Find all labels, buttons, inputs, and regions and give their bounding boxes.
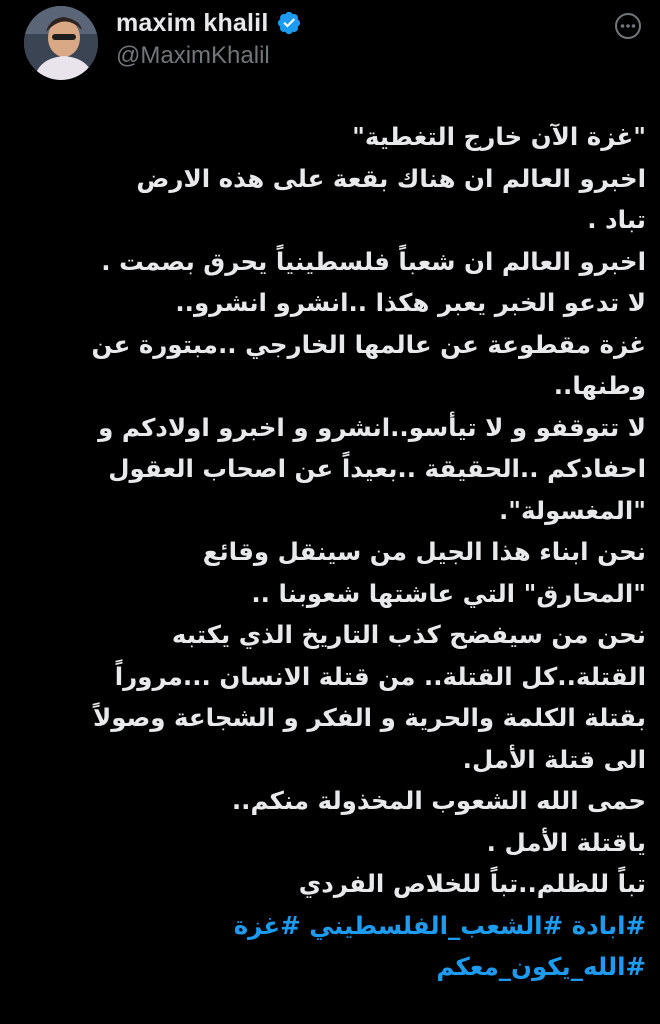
tweet-line: تباد . [587, 205, 646, 234]
tweet-text [20, 116, 646, 988]
tweet-line: لا تتوقفو و لا تيأسو..انشرو و اخبرو اولادكم و [98, 412, 646, 442]
tweet-line: اخبرو العالم ان شعباً فلسطينياً يحرق بصمت . [101, 246, 646, 276]
more-options-icon[interactable] [614, 12, 642, 40]
tweet-line: القتلة..كل القتلة.. من قتلة الانسان ...مروراً [114, 661, 646, 691]
tweet-line: تباً للظلم..تباً للخلاص الفردي [298, 869, 646, 898]
tweet-line: احفادكم ..الحقيقة ..بعيداً عن اصحاب العقول [108, 454, 646, 483]
tweet-line: الى قتلة الأمل. [462, 744, 646, 774]
tweet-line: وطنها.. [553, 371, 646, 400]
hashtag-link[interactable]: #الله_يكون_معكم [436, 952, 646, 981]
author-display-name[interactable]: maxim khalil [116, 8, 269, 37]
tweet-line: بقتلة الكلمة والحرية و الفكر و الشجاعة وصولاً [93, 703, 646, 732]
tweet-line: نحن ابناء هذا الجيل من سينقل وقائع [202, 537, 646, 566]
tweet-line: اخبرو العالم ان هناك بقعة على هذه الارض [136, 163, 646, 193]
tweet-line: ياقتلة الأمل . [486, 827, 646, 857]
avatar-image [24, 6, 98, 80]
author-avatar[interactable] [24, 6, 98, 80]
hashtag-link[interactable]: #ابادة #الشعب_الفلسطيني #غزة [233, 910, 646, 940]
tweet-header [0, 0, 660, 100]
author-handle[interactable]: @MaximKhalil [116, 42, 270, 69]
tweet-line: حمى الله الشعوب المخذولة منكم.. [231, 786, 646, 815]
tweet-line: "المغسولة". [498, 495, 646, 525]
tweet-line: غزة مقطوعة عن عالمها الخارجي ..مبتورة عن [91, 329, 646, 359]
tweet-line: "غزة الآن خارج التغطية" [352, 122, 646, 151]
verified-badge-icon [276, 10, 302, 36]
tweet-line: "المحارق" التي عاشتها شعوبنا .. [251, 578, 646, 608]
author-name-row [116, 8, 302, 38]
tweet-line: لا تدعو الخبر يعبر هكذا ..انشرو انشرو.. [175, 288, 646, 317]
tweet-line: نحن من سيفضح كذب التاريخ الذي يكتبه [171, 620, 646, 649]
